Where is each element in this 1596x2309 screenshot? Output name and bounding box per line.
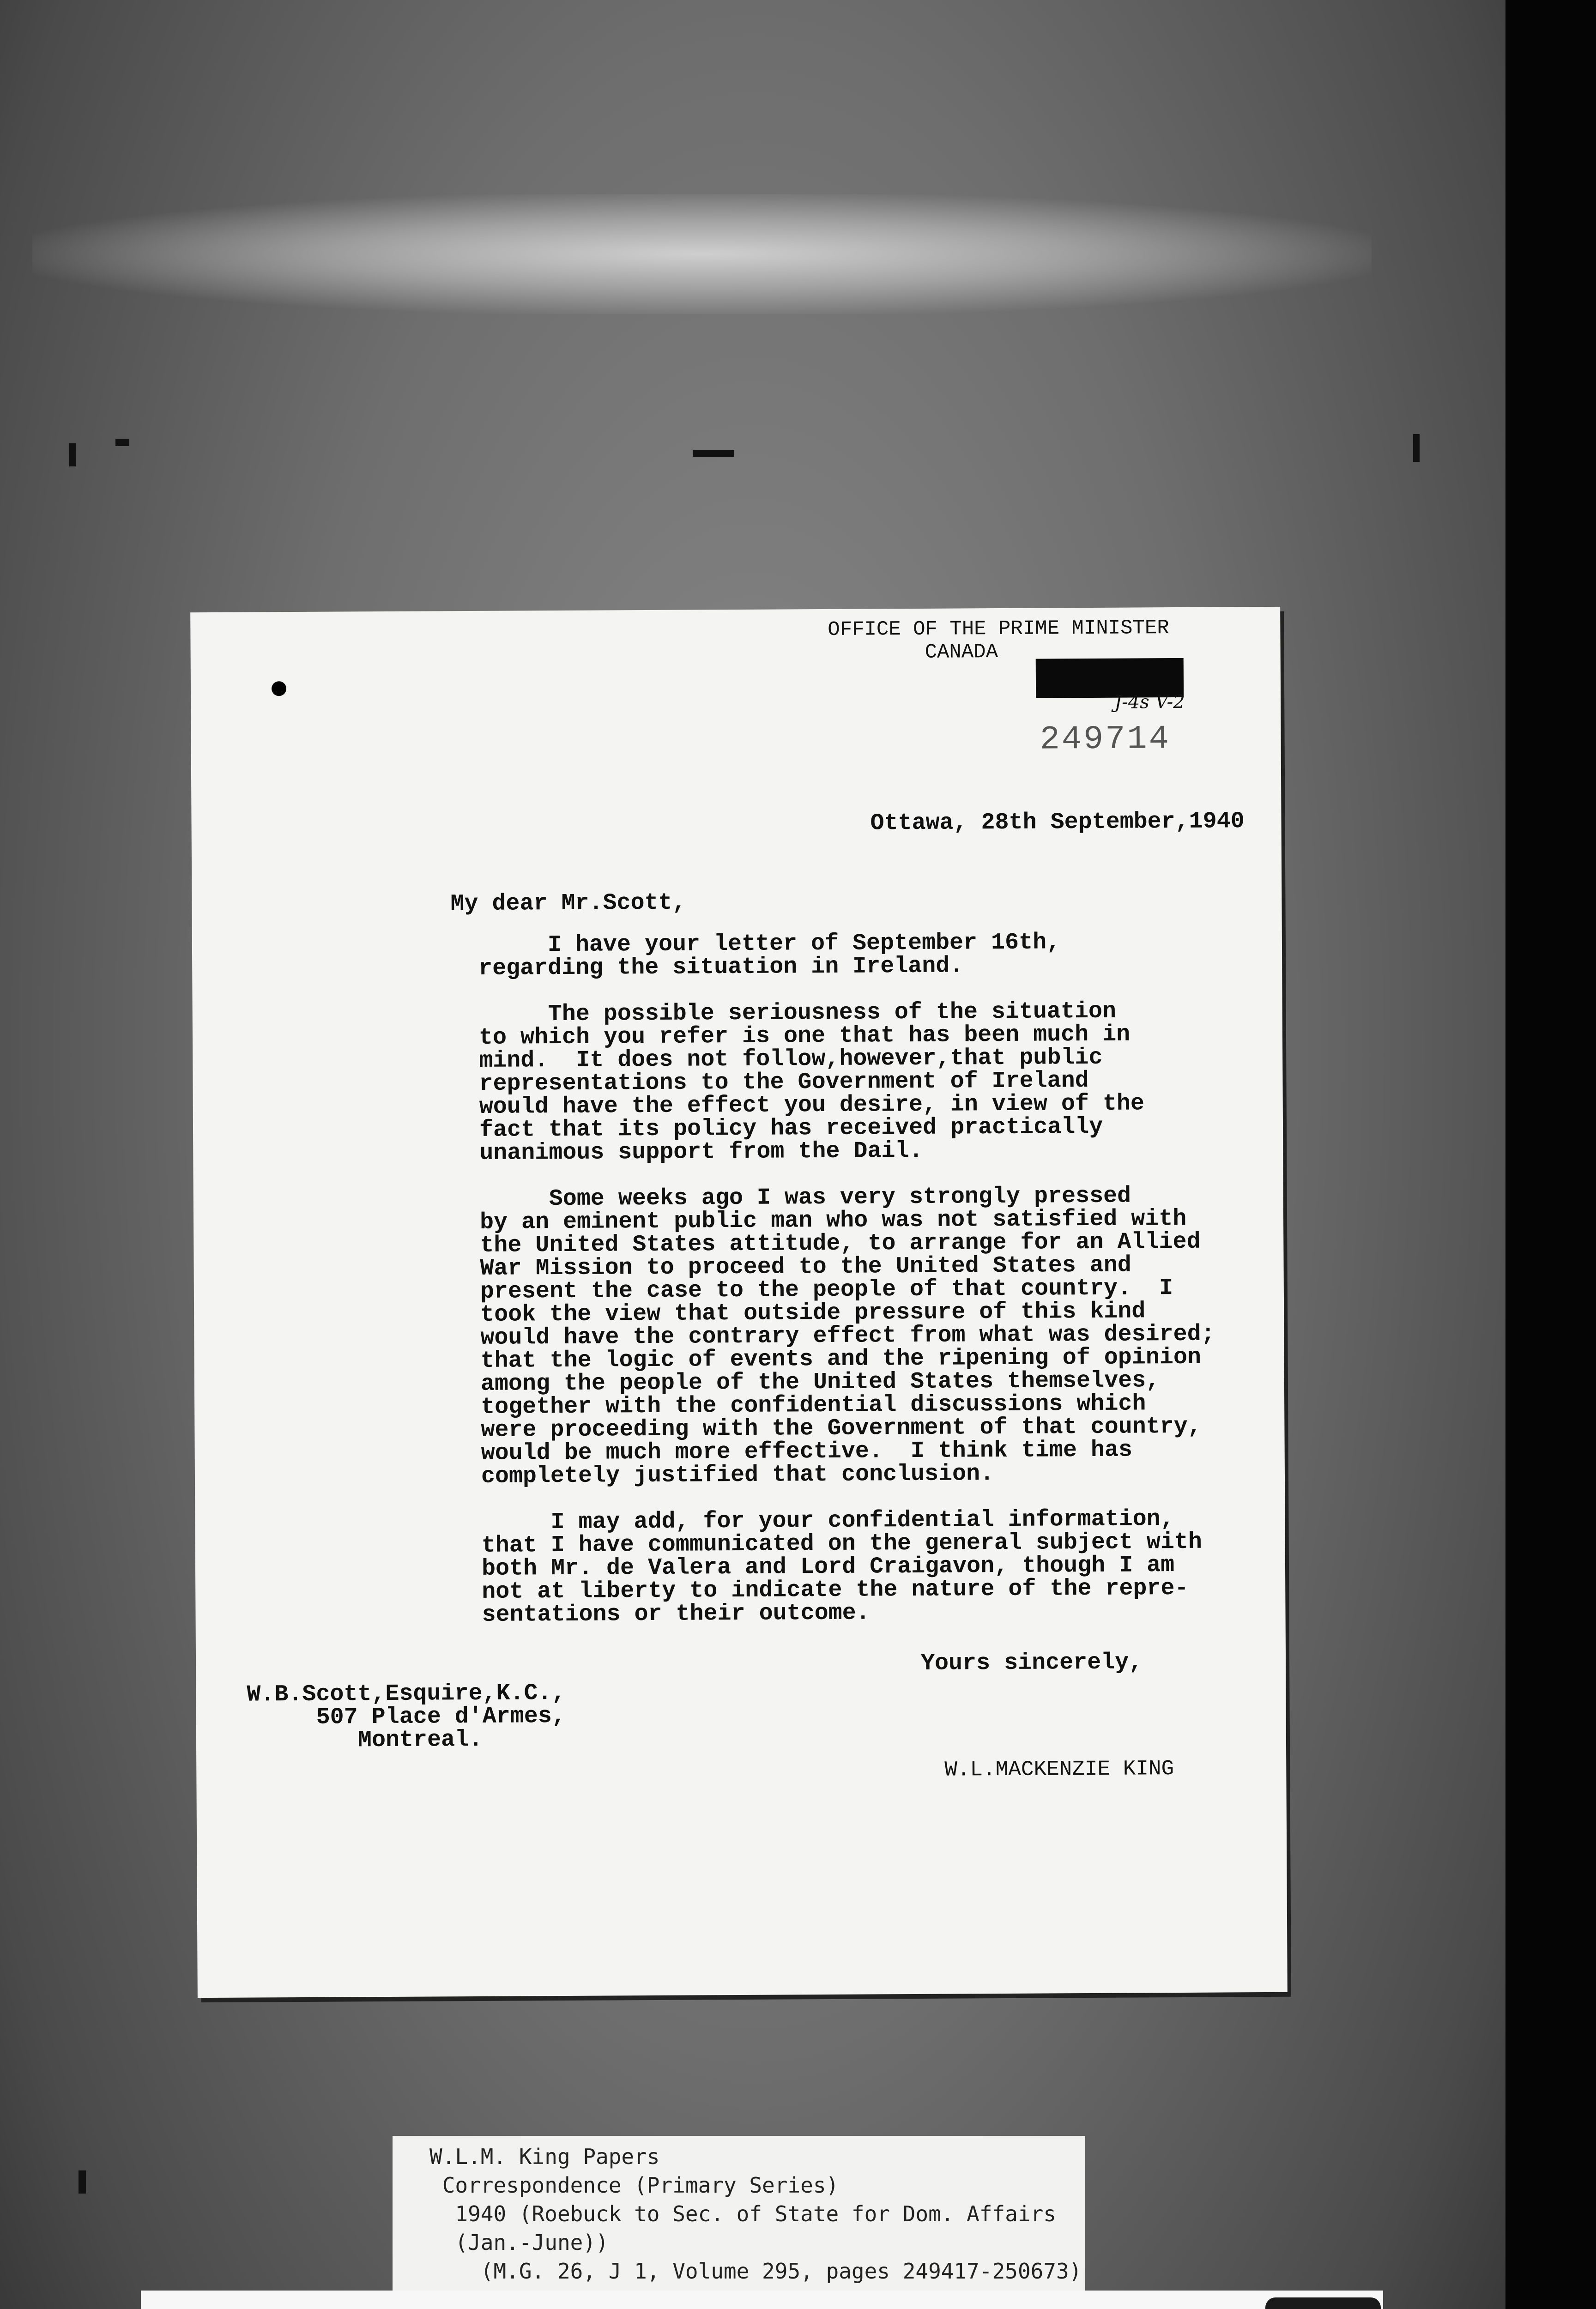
caption-line: 1940 (Roebuck to Sec. of State for Dom. Affairs [429,2201,1057,2226]
corner-mark [79,2170,86,2194]
letter-page [190,607,1288,1998]
corner-mark [693,450,734,457]
body-line: mind. It does not follow,however,that public [479,1044,1103,1074]
address-line: 507 Place d'Armes, [247,1703,566,1731]
letterhead-country: CANADA [925,641,998,664]
caption-line: (M.G. 26, J 1, Volume 295, pages 249417-250673) [429,2259,1082,2284]
body-line: I may add, for your confidential information, [481,1506,1174,1536]
corner-mark [1413,434,1420,462]
body-line: representations to the Government of Ireland [479,1068,1089,1097]
body-line: took the view that outside pressure of this kind [480,1298,1146,1328]
body-line: both Mr. de Valera and Lord Craigavon, though I am [481,1552,1175,1582]
body-line: not at liberty to indicate the nature of the repre- [482,1575,1189,1605]
body-line: the United States attitude, to arrange for an Allied [480,1228,1201,1259]
body-line: by an eminent public man who was not satisfied with [479,1205,1187,1236]
address-line: W.B.Scott,Esquire,K.C., [247,1680,566,1708]
caption-card [393,2136,1085,2293]
body-line: unanimous support from the Dail. [479,1137,923,1167]
letterhead-office: OFFICE OF THE PRIME MINISTER [828,617,1169,641]
letter-date: Ottawa, 28th September,1940 [870,808,1245,837]
body-line: were proceeding with the Government of that country, [481,1413,1202,1444]
body-line: would have the effect you desire, in view of the [479,1090,1145,1120]
body-line: present the case to the people of that country. I [480,1275,1173,1305]
body-line: that I have communicated on the general subject with [481,1529,1203,1559]
archives-card [141,2291,1383,2309]
corner-mark [69,443,76,466]
letter-body [450,889,1216,1628]
body-line: fact that its policy has received practically [479,1113,1103,1143]
recipient-address [247,1682,566,1753]
salutation: My dear Mr.Scott, [450,889,686,918]
body-line: would have the contrary effect from what was desired; [480,1321,1215,1351]
punch-hole [272,681,286,696]
body-line: among the people of the United States themselves, [480,1367,1160,1397]
film-glare [32,194,1372,314]
signature-line: W.L.MACKENZIE KING [944,1757,1174,1782]
closing: Yours sincerely, [920,1649,1143,1677]
body-line: that the logic of events and the ripening of opinion [480,1344,1202,1374]
body-line: completely justified that conclusion. [481,1461,994,1490]
caption-line: Correspondence (Primary Series) [429,2173,839,2198]
file-reference: J-4s V-2 [1114,691,1185,713]
archives-logo [1265,2297,1381,2309]
stamp-number: 249714 [1040,720,1171,759]
body-line: The possible seriousness of the situation [478,998,1117,1028]
body-line: together with the confidential discussions which [481,1390,1146,1420]
body-line: to which you refer is one that has been much in [478,1021,1130,1051]
body-line: sentations or their outcome. [482,1600,870,1628]
body-line: would be much more effective. I think time has [481,1437,1133,1467]
body-line: War Mission to proceed to the United States and [480,1252,1131,1282]
address-line: Montreal. [247,1726,483,1754]
body-line: regarding the situation in Ireland. [478,953,964,982]
corner-mark [115,439,129,446]
body-line: I have your letter of September 16th, [478,929,1061,959]
caption-line: W.L.M. King Papers [429,2144,660,2169]
body-line: Some weeks ago I was very strongly pressed [479,1183,1131,1213]
caption-line: (Jan.-June)) [429,2230,609,2255]
film-edge [1505,0,1596,2309]
